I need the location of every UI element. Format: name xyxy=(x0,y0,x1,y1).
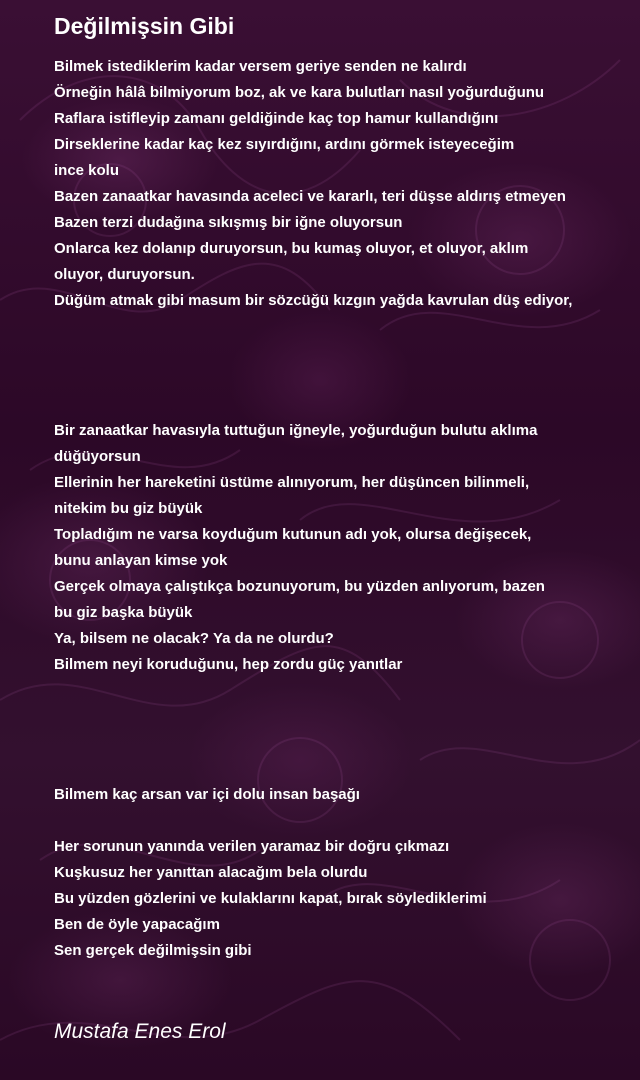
poem-line: Bazen terzi dudağına sıkışmış bir iğne oluyorsun xyxy=(54,214,403,231)
poem-line: bunu anlayan kimse yok xyxy=(54,552,228,569)
stanza-break xyxy=(54,678,624,782)
stanza-2 xyxy=(54,418,624,678)
stanza-break xyxy=(54,808,624,834)
poem-line: Bilmem kaç arsan var içi dolu insan başağı xyxy=(54,786,360,803)
poem-line: oluyor, duruyorsun. xyxy=(54,266,195,283)
stanza-3 xyxy=(54,782,624,808)
poem-line: Her sorunun yanında verilen yaramaz bir doğru çıkmazı xyxy=(54,838,450,855)
poem-container xyxy=(54,10,624,964)
stanza-4 xyxy=(54,834,624,964)
poem-line: ince kolu xyxy=(54,162,120,179)
poem-line: Ben de öyle yapacağım xyxy=(54,916,220,933)
poem-line: Onlarca kez dolanıp duruyorsun, bu kumaş oluyor, et oluyor, aklım xyxy=(54,240,529,257)
poem-line: düğüyorsun xyxy=(54,448,141,465)
poem-line: Dirseklerine kadar kaç kez sıyırdığını, ardını görmek isteyeceğim xyxy=(54,136,515,153)
stanza-break xyxy=(54,314,624,418)
poem-line: Topladığım ne varsa koyduğum kutunun adı yok, olursa değişecek, xyxy=(54,526,532,543)
stanza-1 xyxy=(54,54,624,314)
poem-line: Düğüm atmak gibi masum bir sözcüğü kızgın yağda kavrulan düş ediyor, xyxy=(54,292,573,309)
poem-line: Sen gerçek değilmişsin gibi xyxy=(54,942,252,959)
poem-line: Bazen zanaatkar havasında aceleci ve kararlı, teri düşse aldırış etmeyen xyxy=(54,188,566,205)
poem-line: Raflara istifleyip zamanı geldiğinde kaç top hamur kullandığını xyxy=(54,110,499,127)
poem-author: Mustafa Enes Erol xyxy=(54,1020,226,1043)
poem-line: Kuşkusuz her yanıttan alacağım bela olurdu xyxy=(54,864,368,881)
poem-line: bu giz başka büyük xyxy=(54,604,193,621)
poem-line: Bilmek istediklerim kadar versem geriye senden ne kalırdı xyxy=(54,58,467,75)
poem-line: Bilmem neyi koruduğunu, hep zordu güç yanıtlar xyxy=(54,656,403,673)
poem-line: Örneğin hâlâ bilmiyorum boz, ak ve kara bulutları nasıl yoğurduğunu xyxy=(54,84,545,101)
poem-title: Değilmişsin Gibi xyxy=(54,13,235,39)
poem-line: Bir zanaatkar havasıyla tuttuğun iğneyle, yoğurduğun bulutu aklıma xyxy=(54,422,538,439)
poem-line: Bu yüzden gözlerini ve kulaklarını kapat, bırak söylediklerimi xyxy=(54,890,487,907)
poem-line: Gerçek olmaya çalıştıkça bozunuyorum, bu yüzden anlıyorum, bazen xyxy=(54,578,545,595)
poem-line: Ya, bilsem ne olacak? Ya da ne olurdu? xyxy=(54,630,334,647)
poem-line: nitekim bu giz büyük xyxy=(54,500,203,517)
poem-line: Ellerinin her hareketini üstüme alınıyorum, her düşüncen bilinmeli, xyxy=(54,474,530,491)
